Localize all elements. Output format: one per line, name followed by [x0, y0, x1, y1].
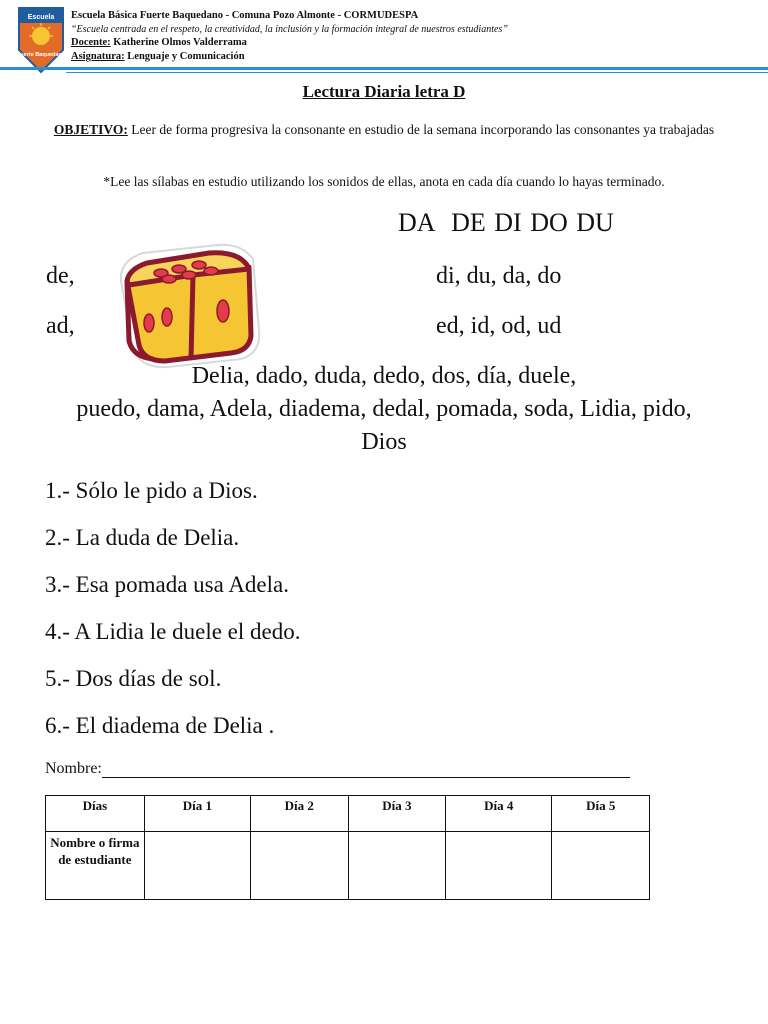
table-header-cell: Día 2 — [251, 796, 349, 832]
header-divider — [0, 67, 768, 70]
right-words-2: ed, id, od, ud — [436, 313, 562, 339]
sentence-4: 4.- A Lidia le duele el dedo. — [45, 619, 301, 644]
logo-top-text: Escuela — [27, 14, 55, 21]
sentence-1: 1.- Sólo le pido a Dios. — [45, 478, 258, 503]
table-row-label: Nombre o firma de estudiante — [46, 832, 145, 900]
table-header-cell: Día 4 — [446, 796, 552, 832]
objective-text: Leer de forma progresiva la consonante en estudio de la semana incorporando las consonantes ya trabajadas — [127, 122, 715, 137]
objective-label: OBJETIVO: — [53, 122, 128, 137]
dice-icon — [113, 241, 263, 371]
docente-value: Katherine Olmos Valderrama — [113, 37, 247, 48]
instruction-note: *Lee las sílabas en estudio utilizando los sonidos de ellas, anota en cada día cuando lo hayas terminado. — [103, 174, 665, 189]
sentence-3: 3.- Esa pomada usa Adela. — [45, 572, 289, 597]
table-header-cell: Día 5 — [552, 796, 650, 832]
right-words-1: di, du, da, do — [436, 263, 562, 289]
left-word-1: de, — [46, 263, 75, 289]
school-info — [71, 9, 508, 63]
signature-cell-day-5[interactable] — [552, 832, 650, 900]
docente-line — [71, 36, 508, 50]
reading-log-table — [45, 795, 650, 900]
sentence-5: 5.- Dos días de sol. — [45, 666, 222, 691]
signature-cell-day-4[interactable] — [446, 832, 552, 900]
asignatura-value: Lenguaje y Comunicación — [127, 50, 245, 62]
signature-cell-day-2[interactable] — [251, 832, 349, 900]
word-list-line-2: puedo, dama, Adela, diadema, dedal, pomada, soda, Lidia, pido, — [76, 396, 692, 422]
name-input-line[interactable] — [102, 761, 630, 778]
sentence-6: 6.- El diadema de Delia . — [45, 713, 275, 738]
asignatura-label: Asignatura: — [71, 50, 125, 62]
school-logo-icon — [17, 6, 65, 74]
name-field[interactable] — [45, 760, 630, 778]
left-word-2: ad, — [46, 313, 75, 339]
signature-cell-day-1[interactable] — [144, 832, 250, 900]
table-row — [46, 832, 650, 900]
page-header — [0, 0, 768, 76]
objective — [40, 120, 728, 139]
word-list-line-1 — [40, 360, 728, 393]
signature-cell-day-3[interactable] — [348, 832, 446, 900]
page-title: Lectura Diaria letra D — [302, 82, 466, 101]
sentence-2: 2.- La duda de Delia. — [45, 525, 240, 550]
word-list-line-3: Dios — [361, 429, 407, 455]
header-divider-thin — [66, 72, 768, 73]
docente-label: Docente: — [71, 37, 111, 48]
table-header-row — [46, 796, 650, 832]
word-list — [40, 360, 728, 459]
school-name-line: Escuela Básica Fuerte Baquedano - Comuna Pozo Almonte - CORMUDESPA — [71, 10, 419, 21]
school-motto: “Escuela centrada en el respeto, la creatividad, la inclusión y la formación integral de nuestros estudiantes” — [71, 23, 508, 35]
syllables-row: DA DE DI DO DU — [398, 208, 614, 237]
word-list-text-1: Delia, dado, duda, dedo, dos, día, duele, — [191, 363, 577, 389]
logo-bottom-text: Fuerte Baquedano — [17, 52, 65, 58]
table-header-cell: Días — [46, 796, 145, 832]
table-header-cell: Día 1 — [144, 796, 250, 832]
table-header-cell: Día 3 — [348, 796, 446, 832]
asignatura-line — [71, 50, 508, 64]
name-label: Nombre: — [45, 760, 102, 777]
